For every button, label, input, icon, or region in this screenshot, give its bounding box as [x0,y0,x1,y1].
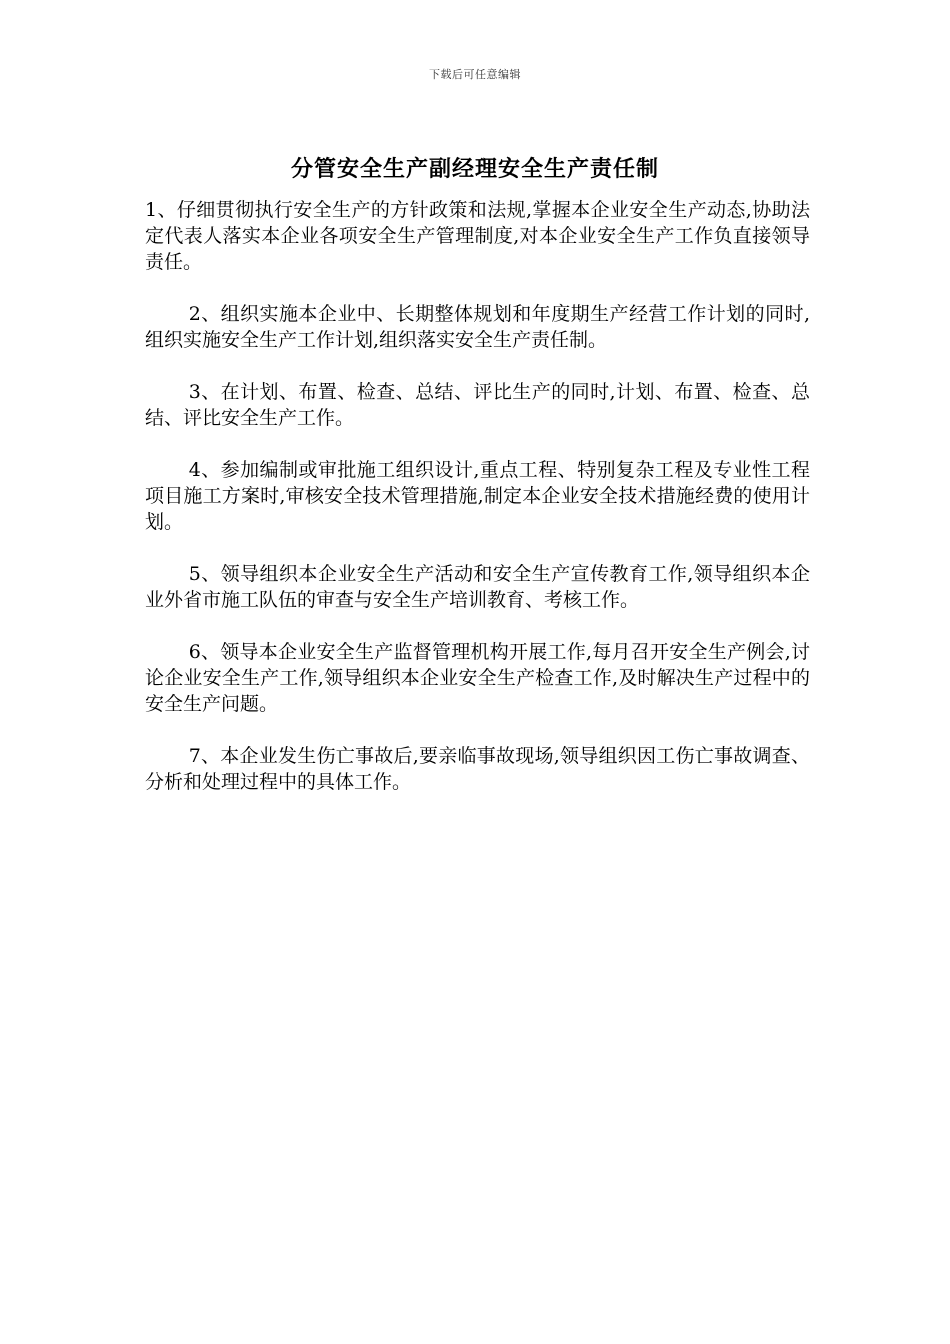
document-title: 分管安全生产副经理安全生产责任制 [290,157,659,182]
header-note: 下载后可任意编辑 [429,68,521,81]
document-body [145,197,810,821]
paragraph-2: 2、组织实施本企业中、长期整体规划和年度期生产经营工作计划的同时,组织实施安全生产工作计划,组织落实安全生产责任制。 [145,303,810,351]
paragraph-5: 5、领导组织本企业安全生产活动和安全生产宣传教育工作,领导组织本企业外省市施工队伍的审查与安全生产培训教育、考核工作。 [145,563,810,611]
paragraph-3: 3、在计划、布置、检查、总结、评比生产的同时,计划、布置、检查、总结、评比安全生产工作。 [145,381,810,429]
paragraph-4: 4、参加编制或审批施工组织设计,重点工程、特别复杂工程及专业性工程项目施工方案时,审核安全技术管理措施,制定本企业安全技术措施经费的使用计划。 [145,459,810,533]
paragraph-6: 6、领导本企业安全生产监督管理机构开展工作,每月召开安全生产例会,讨论企业安全生产工作,领导组织本企业安全生产检查工作,及时解决生产过程中的安全生产问题。 [145,641,810,715]
paragraph-1: 1、仔细贯彻执行安全生产的方针政策和法规,掌握本企业安全生产动态,协助法定代表人落实本企业各项安全生产管理制度,对本企业安全生产工作负直接领导责任。 [145,199,810,273]
paragraph-7: 7、本企业发生伤亡事故后,要亲临事故现场,领导组织因工伤亡事故调查、分析和处理过程中的具体工作。 [145,745,810,793]
